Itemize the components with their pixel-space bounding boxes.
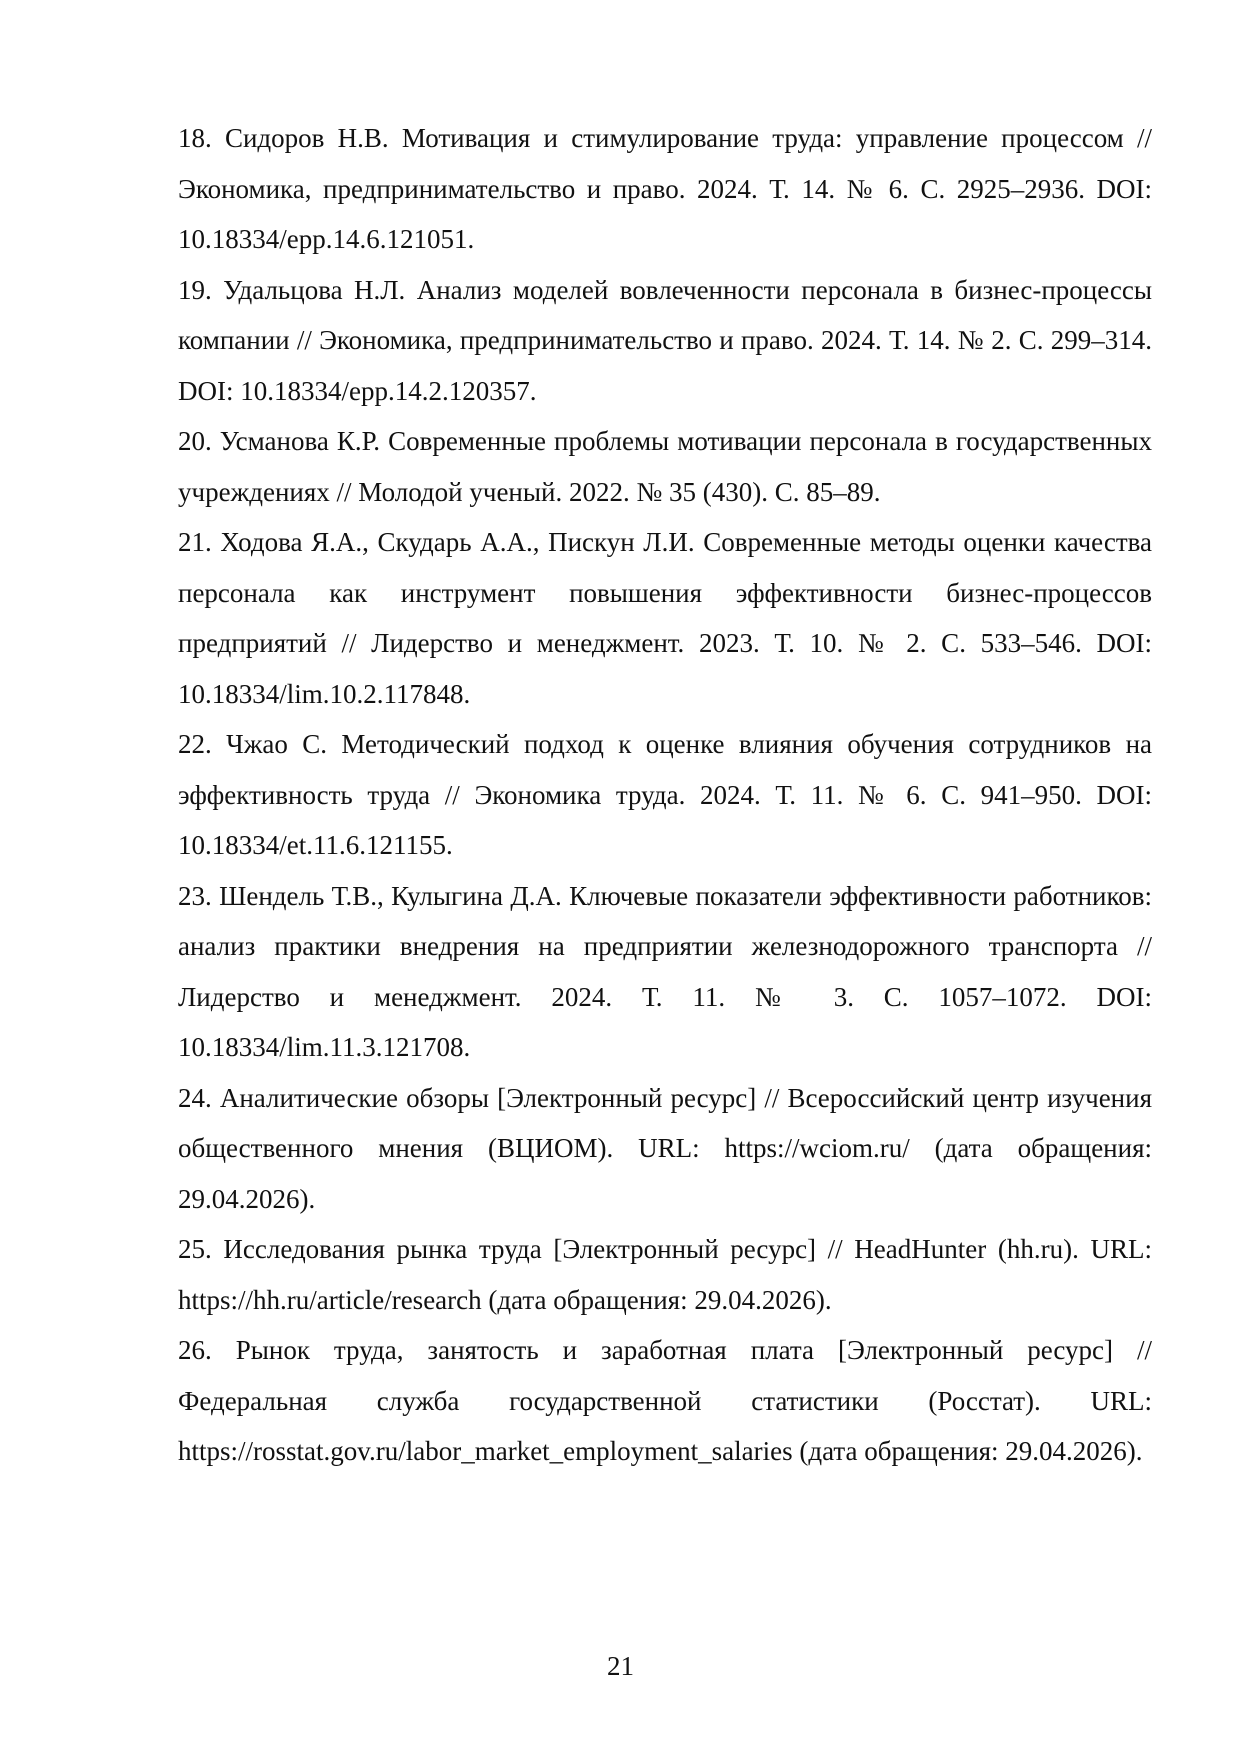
page-number: 21 — [607, 1651, 634, 1681]
reference-item-19: 19. Удальцова Н.Л. Анализ моделей вовлеченности персонала в бизнес-процессы компании // Экономика, предпринимательство и право. 2024. Т. 14. № 2. С. 299–314. DOI: 10.18334/epp.14.2.120357. — [178, 274, 1152, 406]
reference-list — [178, 113, 1152, 1477]
reference-item-23: 23. Шендель Т.В., Кулыгина Д.А. Ключевые показатели эффективности работников: анализ практики внедрения на предприятии железнодорожного транспорта // Лидерство и менеджмент. 2024. Т. 11. № 3. С. 1057–1072. DOI: 10.18334/lim.11.3.121708. — [178, 880, 1152, 1062]
reference-item-18: 18. Сидоров Н.В. Мотивация и стимулирование труда: управление процессом // Экономика, предпринимательство и право. 2024. Т. 14. № 6. С. 2925–2936. DOI: 10.18334/epp.14.6.121051. — [178, 123, 1152, 254]
reference-item-20: 20. Усманова К.Р. Современные проблемы мотивации персонала в государственных учреждениях // Молодой ученый. 2022. № 35 (430). С. 85–89. — [178, 426, 1152, 507]
reference-item-24: 24. Аналитические обзоры [Электронный ресурс] // Всероссийский центр изучения общественного мнения (ВЦИОМ). URL: https://wciom.ru/ (дата обращения: 29.04.2026). — [178, 1082, 1152, 1214]
reference-item-22: 22. Чжао С. Методический подход к оценке влияния обучения сотрудников на эффективность труда // Экономика труда. 2024. Т. 11. № 6. С. 941–950. DOI: 10.18334/et.11.6.121155. — [178, 729, 1152, 860]
reference-item-21: 21. Ходова Я.А., Скударь А.А., Пискун Л.И. Современные методы оценки качества персонала как инструмент повышения эффективности бизнес-процессов предприятий // Лидерство и менеджмент. 2023. Т. 10. № 2. С. 533–546. DOI: 10.18334/lim.10.2.117848. — [178, 527, 1152, 709]
reference-item-25: 25. Исследования рынка труда [Электронный ресурс] // HeadHunter (hh.ru). URL: https://hh.ru/article/research (дата обращения: 29.04.2026). — [178, 1234, 1152, 1315]
reference-item-26: 26. Рынок труда, занятость и заработная плата [Электронный ресурс] // Федеральная служба государственной статистики (Росстат). URL: https://rosstat.gov.ru/labor_market_employment_salaries (дата обращения: 29.04.2026). — [178, 1335, 1152, 1466]
